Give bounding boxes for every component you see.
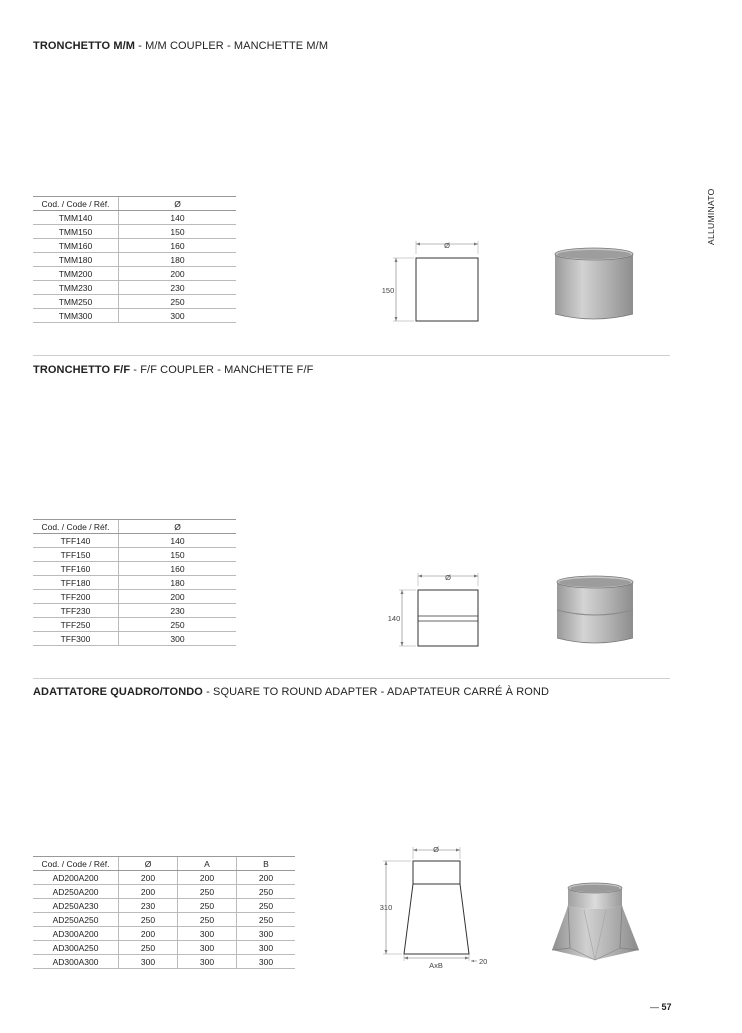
code-cell: AD250A250 — [33, 913, 119, 927]
code-cell: TMM150 — [33, 225, 119, 239]
diameter-cell: 230 — [119, 281, 237, 295]
a-cell: 250 — [178, 899, 237, 913]
table-row — [33, 885, 295, 899]
table-row — [33, 955, 295, 969]
table-row — [33, 632, 236, 646]
table-row — [33, 253, 236, 267]
table-row — [33, 211, 236, 225]
product-photo-mm-coupler — [553, 246, 635, 322]
code-cell: TFF150 — [33, 548, 119, 562]
b-cell: 250 — [237, 899, 296, 913]
product-photo-adapter — [548, 880, 643, 965]
code-cell: TFF180 — [33, 576, 119, 590]
table-row — [33, 941, 295, 955]
section-title-bold: ADATTATORE QUADRO/TONDO — [33, 686, 203, 698]
code-cell: TFF300 — [33, 632, 119, 646]
b-cell: 250 — [237, 913, 296, 927]
diameter-cell: 300 — [119, 955, 178, 969]
a-cell: 250 — [178, 885, 237, 899]
table-header: A — [178, 857, 237, 871]
spec-table-adapter — [33, 856, 295, 969]
code-cell: TMM250 — [33, 295, 119, 309]
code-cell: TMM180 — [33, 253, 119, 267]
code-cell: AD250A230 — [33, 899, 119, 913]
diameter-cell: 140 — [119, 534, 237, 548]
page-number: — 57 — [650, 1002, 672, 1012]
code-cell: TFF160 — [33, 562, 119, 576]
table-row — [33, 927, 295, 941]
diameter-cell: 140 — [119, 211, 237, 225]
table-row — [33, 225, 236, 239]
code-cell: TFF200 — [33, 590, 119, 604]
a-cell: 200 — [178, 871, 237, 885]
diameter-cell: 250 — [119, 618, 237, 632]
section-title-rest: - SQUARE TO ROUND ADAPTER - ADAPTATEUR CARRÉ À ROND — [202, 686, 549, 698]
b-cell: 300 — [237, 955, 296, 969]
technical-drawing-adapter — [375, 840, 500, 975]
diameter-cell: 160 — [119, 239, 237, 253]
table-row — [33, 913, 295, 927]
section-title-bold: TRONCHETTO F/F — [33, 364, 131, 376]
b-cell: 250 — [237, 885, 296, 899]
code-cell: TMM160 — [33, 239, 119, 253]
code-cell: TMM300 — [33, 309, 119, 323]
section-title-rest: - F/F COUPLER - MANCHETTE F/F — [130, 364, 314, 376]
spec-table-mm-coupler — [33, 196, 236, 323]
code-cell: TFF140 — [33, 534, 119, 548]
b-cell: 200 — [237, 871, 296, 885]
table-header: Ø — [119, 197, 237, 211]
code-cell: TMM200 — [33, 267, 119, 281]
table-header: Cod. / Code / Réf. — [33, 520, 119, 534]
diameter-cell: 200 — [119, 871, 178, 885]
a-cell: 300 — [178, 941, 237, 955]
diameter-cell: 200 — [119, 885, 178, 899]
diameter-cell: 250 — [119, 295, 237, 309]
diameter-cell: 300 — [119, 632, 237, 646]
table-header: B — [237, 857, 296, 871]
table-header: Cod. / Code / Réf. — [33, 857, 119, 871]
diameter-cell: 200 — [119, 267, 237, 281]
a-cell: 300 — [178, 955, 237, 969]
code-cell: TMM230 — [33, 281, 119, 295]
a-cell: 250 — [178, 913, 237, 927]
code-cell: TFF230 — [33, 604, 119, 618]
section-divider — [33, 678, 670, 679]
page-number-value: 57 — [661, 1002, 672, 1012]
section-title-mm-coupler — [33, 40, 328, 52]
table-header: Cod. / Code / Réf. — [33, 197, 119, 211]
diameter-cell: 160 — [119, 562, 237, 576]
section-divider — [33, 355, 670, 356]
product-photo-ff-coupler — [555, 574, 635, 646]
section-title-ff-coupler — [33, 364, 313, 376]
side-category-label: ALLUMINATO — [706, 188, 716, 245]
b-cell: 300 — [237, 927, 296, 941]
table-row — [33, 576, 236, 590]
section-title-rest: - M/M COUPLER - MANCHETTE M/M — [135, 40, 329, 52]
table-header: Ø — [119, 857, 178, 871]
code-cell: AD200A200 — [33, 871, 119, 885]
diameter-cell: 230 — [119, 604, 237, 618]
diameter-dim-label: Ø — [433, 845, 439, 854]
code-cell: AD300A300 — [33, 955, 119, 969]
diameter-cell: 180 — [119, 576, 237, 590]
table-row — [33, 267, 236, 281]
code-cell: AD300A250 — [33, 941, 119, 955]
diameter-cell: 200 — [119, 590, 237, 604]
diameter-cell: 250 — [119, 941, 178, 955]
diameter-dim-label: Ø — [445, 573, 451, 582]
code-cell: TFF250 — [33, 618, 119, 632]
section-title-square-round-adapter — [33, 686, 549, 698]
a-cell: 300 — [178, 927, 237, 941]
diameter-cell: 150 — [119, 225, 237, 239]
code-cell: TMM140 — [33, 211, 119, 225]
table-row — [33, 618, 236, 632]
table-row — [33, 534, 236, 548]
table-row — [33, 548, 236, 562]
offset-dim-label: 20 — [479, 957, 488, 966]
base-dim-label: AxB — [429, 961, 443, 970]
table-row — [33, 239, 236, 253]
technical-drawing-ff-coupler — [380, 566, 490, 652]
section-title-bold: TRONCHETTO M/M — [33, 40, 136, 52]
table-row — [33, 562, 236, 576]
technical-drawing-mm-coupler — [380, 232, 490, 327]
diameter-cell: 180 — [119, 253, 237, 267]
table-header: Ø — [119, 520, 237, 534]
diameter-cell: 300 — [119, 309, 237, 323]
diameter-dim-label: Ø — [444, 241, 450, 250]
code-cell: AD300A200 — [33, 927, 119, 941]
height-dim-label: 310 — [379, 903, 393, 912]
diameter-cell: 200 — [119, 927, 178, 941]
code-cell: AD250A200 — [33, 885, 119, 899]
height-dim-label: 150 — [381, 286, 395, 295]
spec-table-ff-coupler — [33, 519, 236, 646]
table-row — [33, 295, 236, 309]
diameter-cell: 250 — [119, 913, 178, 927]
table-row — [33, 604, 236, 618]
table-row — [33, 590, 236, 604]
table-row — [33, 309, 236, 323]
diameter-cell: 230 — [119, 899, 178, 913]
table-row — [33, 281, 236, 295]
b-cell: 300 — [237, 941, 296, 955]
table-row — [33, 899, 295, 913]
height-dim-label: 140 — [387, 614, 401, 623]
diameter-cell: 150 — [119, 548, 237, 562]
table-row — [33, 871, 295, 885]
